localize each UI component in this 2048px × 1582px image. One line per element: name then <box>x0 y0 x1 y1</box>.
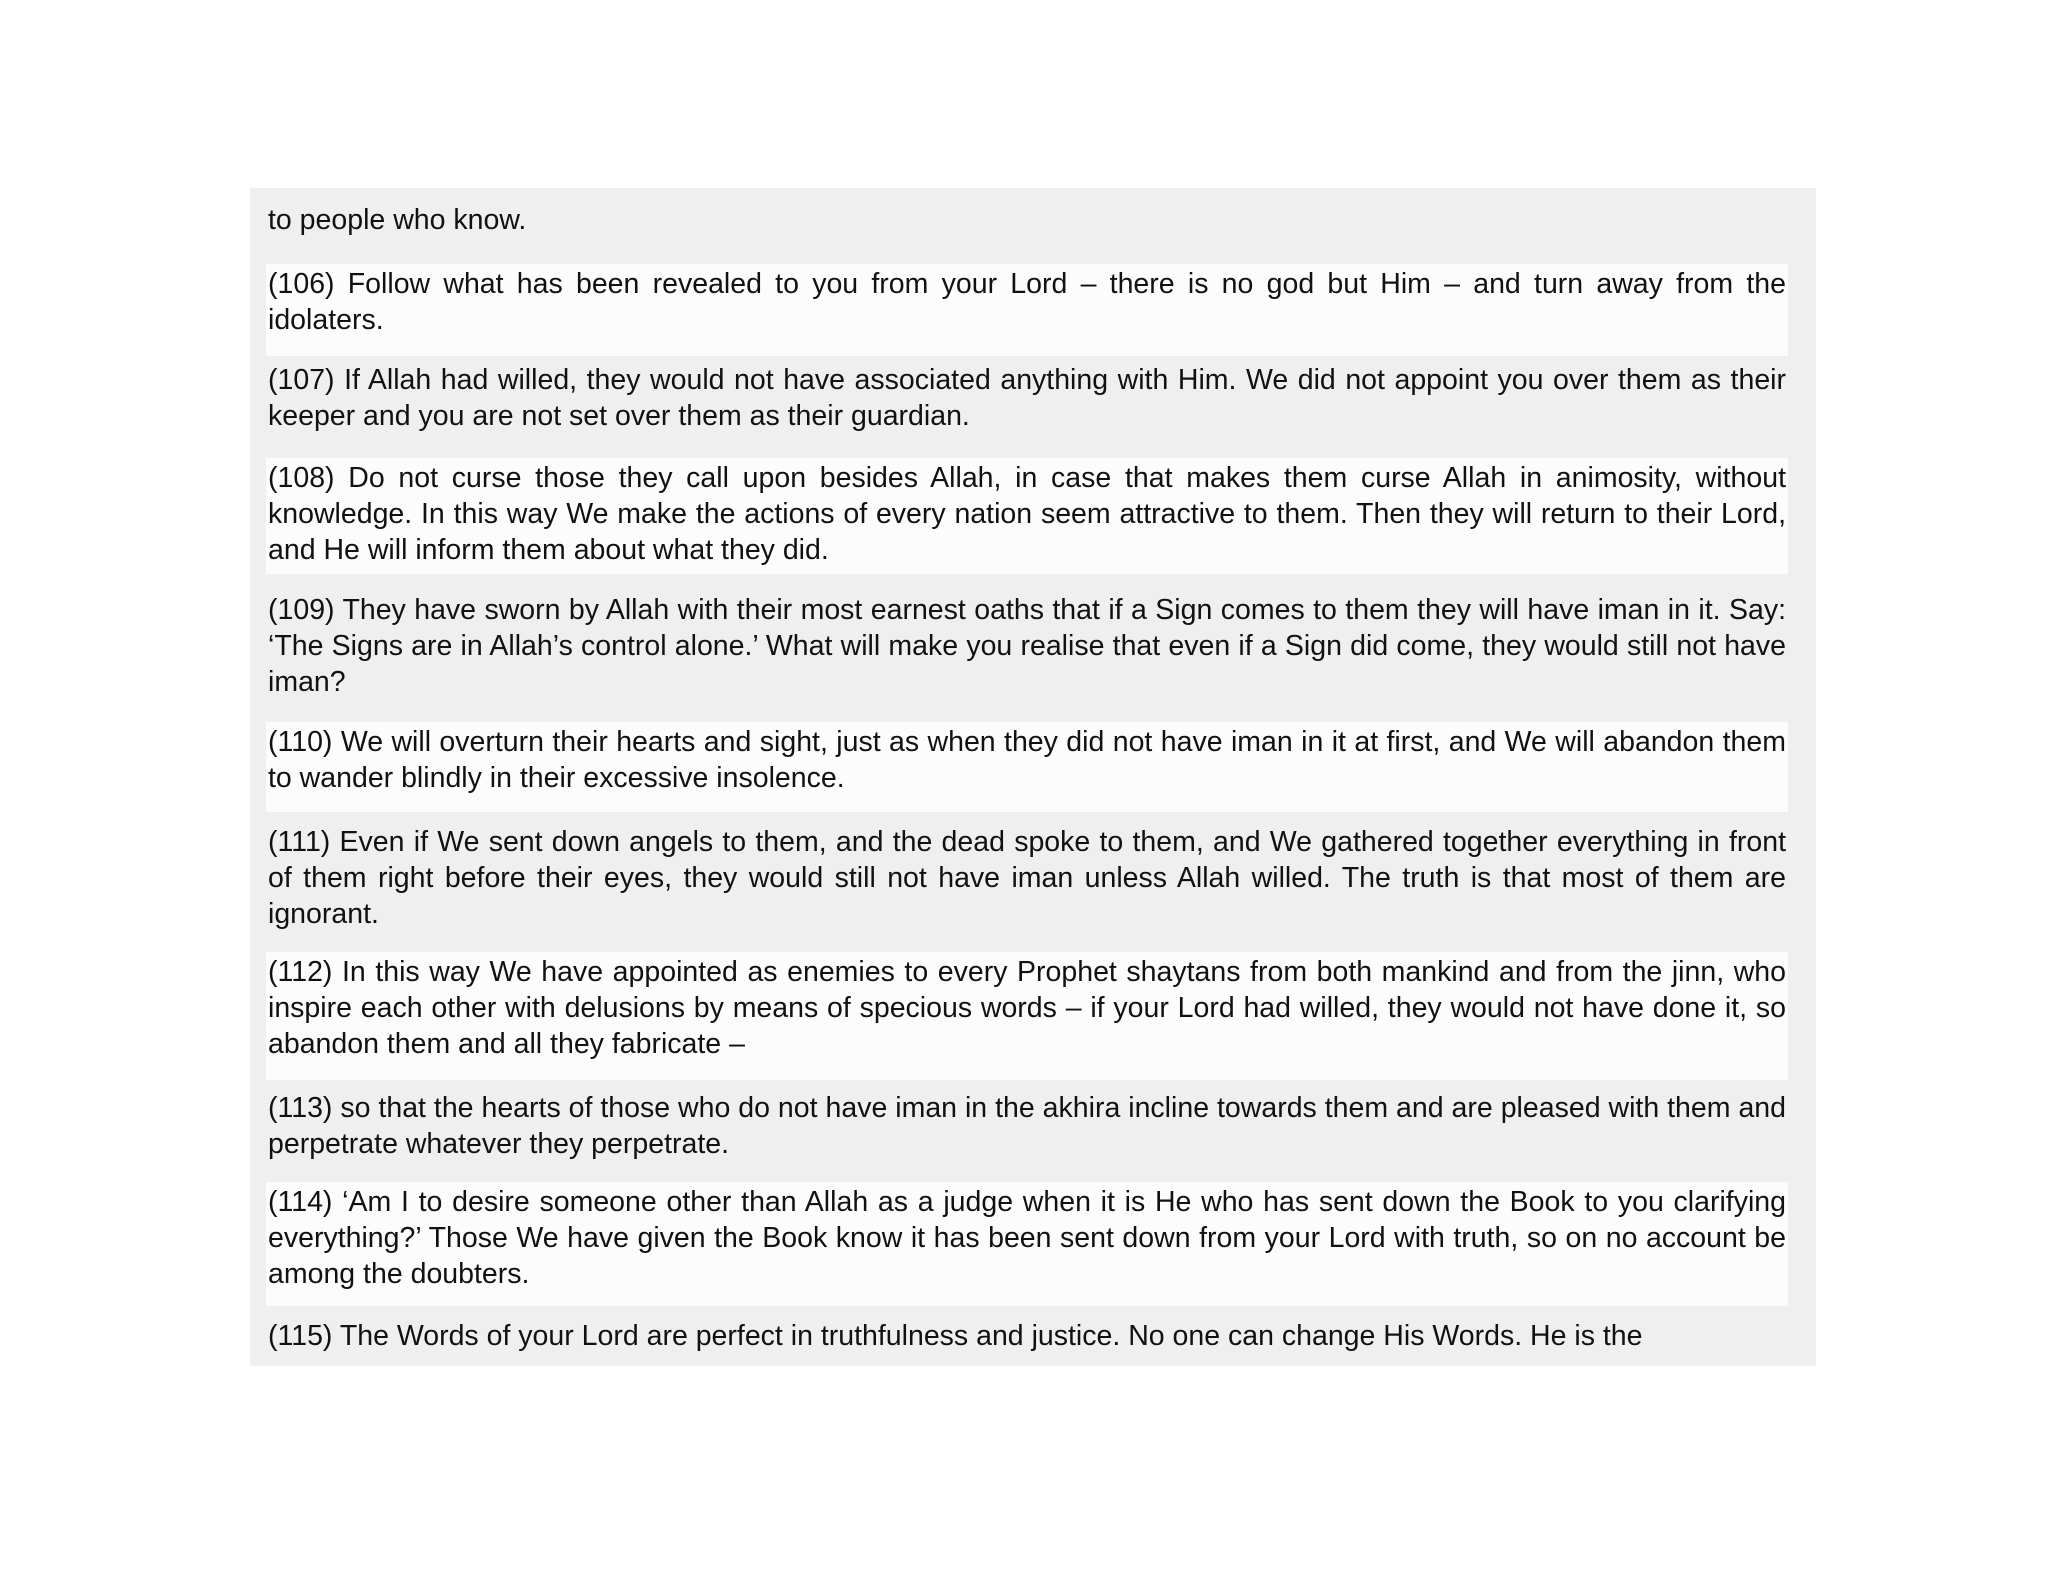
paragraph-107 <box>266 362 1788 442</box>
paragraph-text: (110) We will overturn their hearts and sight, just as when they did not have iman in it at first, and We will abandon them to wander blindly in their excessive insolence. <box>268 726 1786 794</box>
paragraph-continuation <box>266 202 1788 238</box>
paragraph-113 <box>266 1088 1788 1168</box>
paragraph-111 <box>266 822 1788 932</box>
paragraph-text: (109) They have sworn by Allah with their most earnest oaths that if a Sign comes to them they will have iman in it. Say: ‘The Signs are in Allah’s control alone.’ What will make you realise that even if a Sign did come, they would still not have iman? <box>268 594 1786 698</box>
paragraph-112 <box>266 952 1788 1080</box>
paragraph-text: to people who know. <box>268 204 527 236</box>
paragraph-text: (107) If Allah had willed, they would not have associated anything with Him. We did not appoint you over them as their keeper and you are not set over them as their guardian. <box>268 364 1786 432</box>
paragraph-text: (108) Do not curse those they call upon besides Allah, in case that makes them curse Allah in animosity, without knowledge. In this way We make the actions of every nation seem attractive to them. Then they will return to their Lord, and He will inform them about what they did. <box>268 462 1786 566</box>
paragraph-text: (112) In this way We have appointed as enemies to every Prophet shaytans from both mankind and from the jinn, who inspire each other with delusions by means of specious words – if your Lord had willed, they would not have done it, so abandon them and all they fabricate – <box>268 956 1786 1060</box>
paragraph-109 <box>266 592 1788 702</box>
paragraph-108 <box>266 458 1788 574</box>
paragraph-text: (113) so that the hearts of those who do not have iman in the akhira incline towards them and are pleased with them and perpetrate whatever they perpetrate. <box>268 1092 1786 1160</box>
paragraph-text: (111) Even if We sent down angels to them, and the dead spoke to them, and We gathered together everything in front of them right before their eyes, they would still not have iman unless Allah willed. The truth is that most of them are ignorant. <box>268 826 1786 930</box>
document-page <box>250 188 1816 1366</box>
paragraph-114 <box>266 1182 1788 1306</box>
paragraph-text: (106) Follow what has been revealed to you from your Lord – there is no god but Him – and turn away from the idolaters. <box>268 268 1786 336</box>
paragraph-110 <box>266 722 1788 812</box>
paragraph-106 <box>266 264 1788 356</box>
paragraph-115 <box>266 1316 1788 1366</box>
paragraph-text: (115) The Words of your Lord are perfect in truthfulness and justice. No one can change His Words. He is the <box>268 1320 1643 1352</box>
paragraph-text: (114) ‘Am I to desire someone other than Allah as a judge when it is He who has sent down the Book to you clarifying everything?’ Those We have given the Book know it has been sent down from your Lord with truth, so on no account be among the doubters. <box>268 1186 1786 1290</box>
